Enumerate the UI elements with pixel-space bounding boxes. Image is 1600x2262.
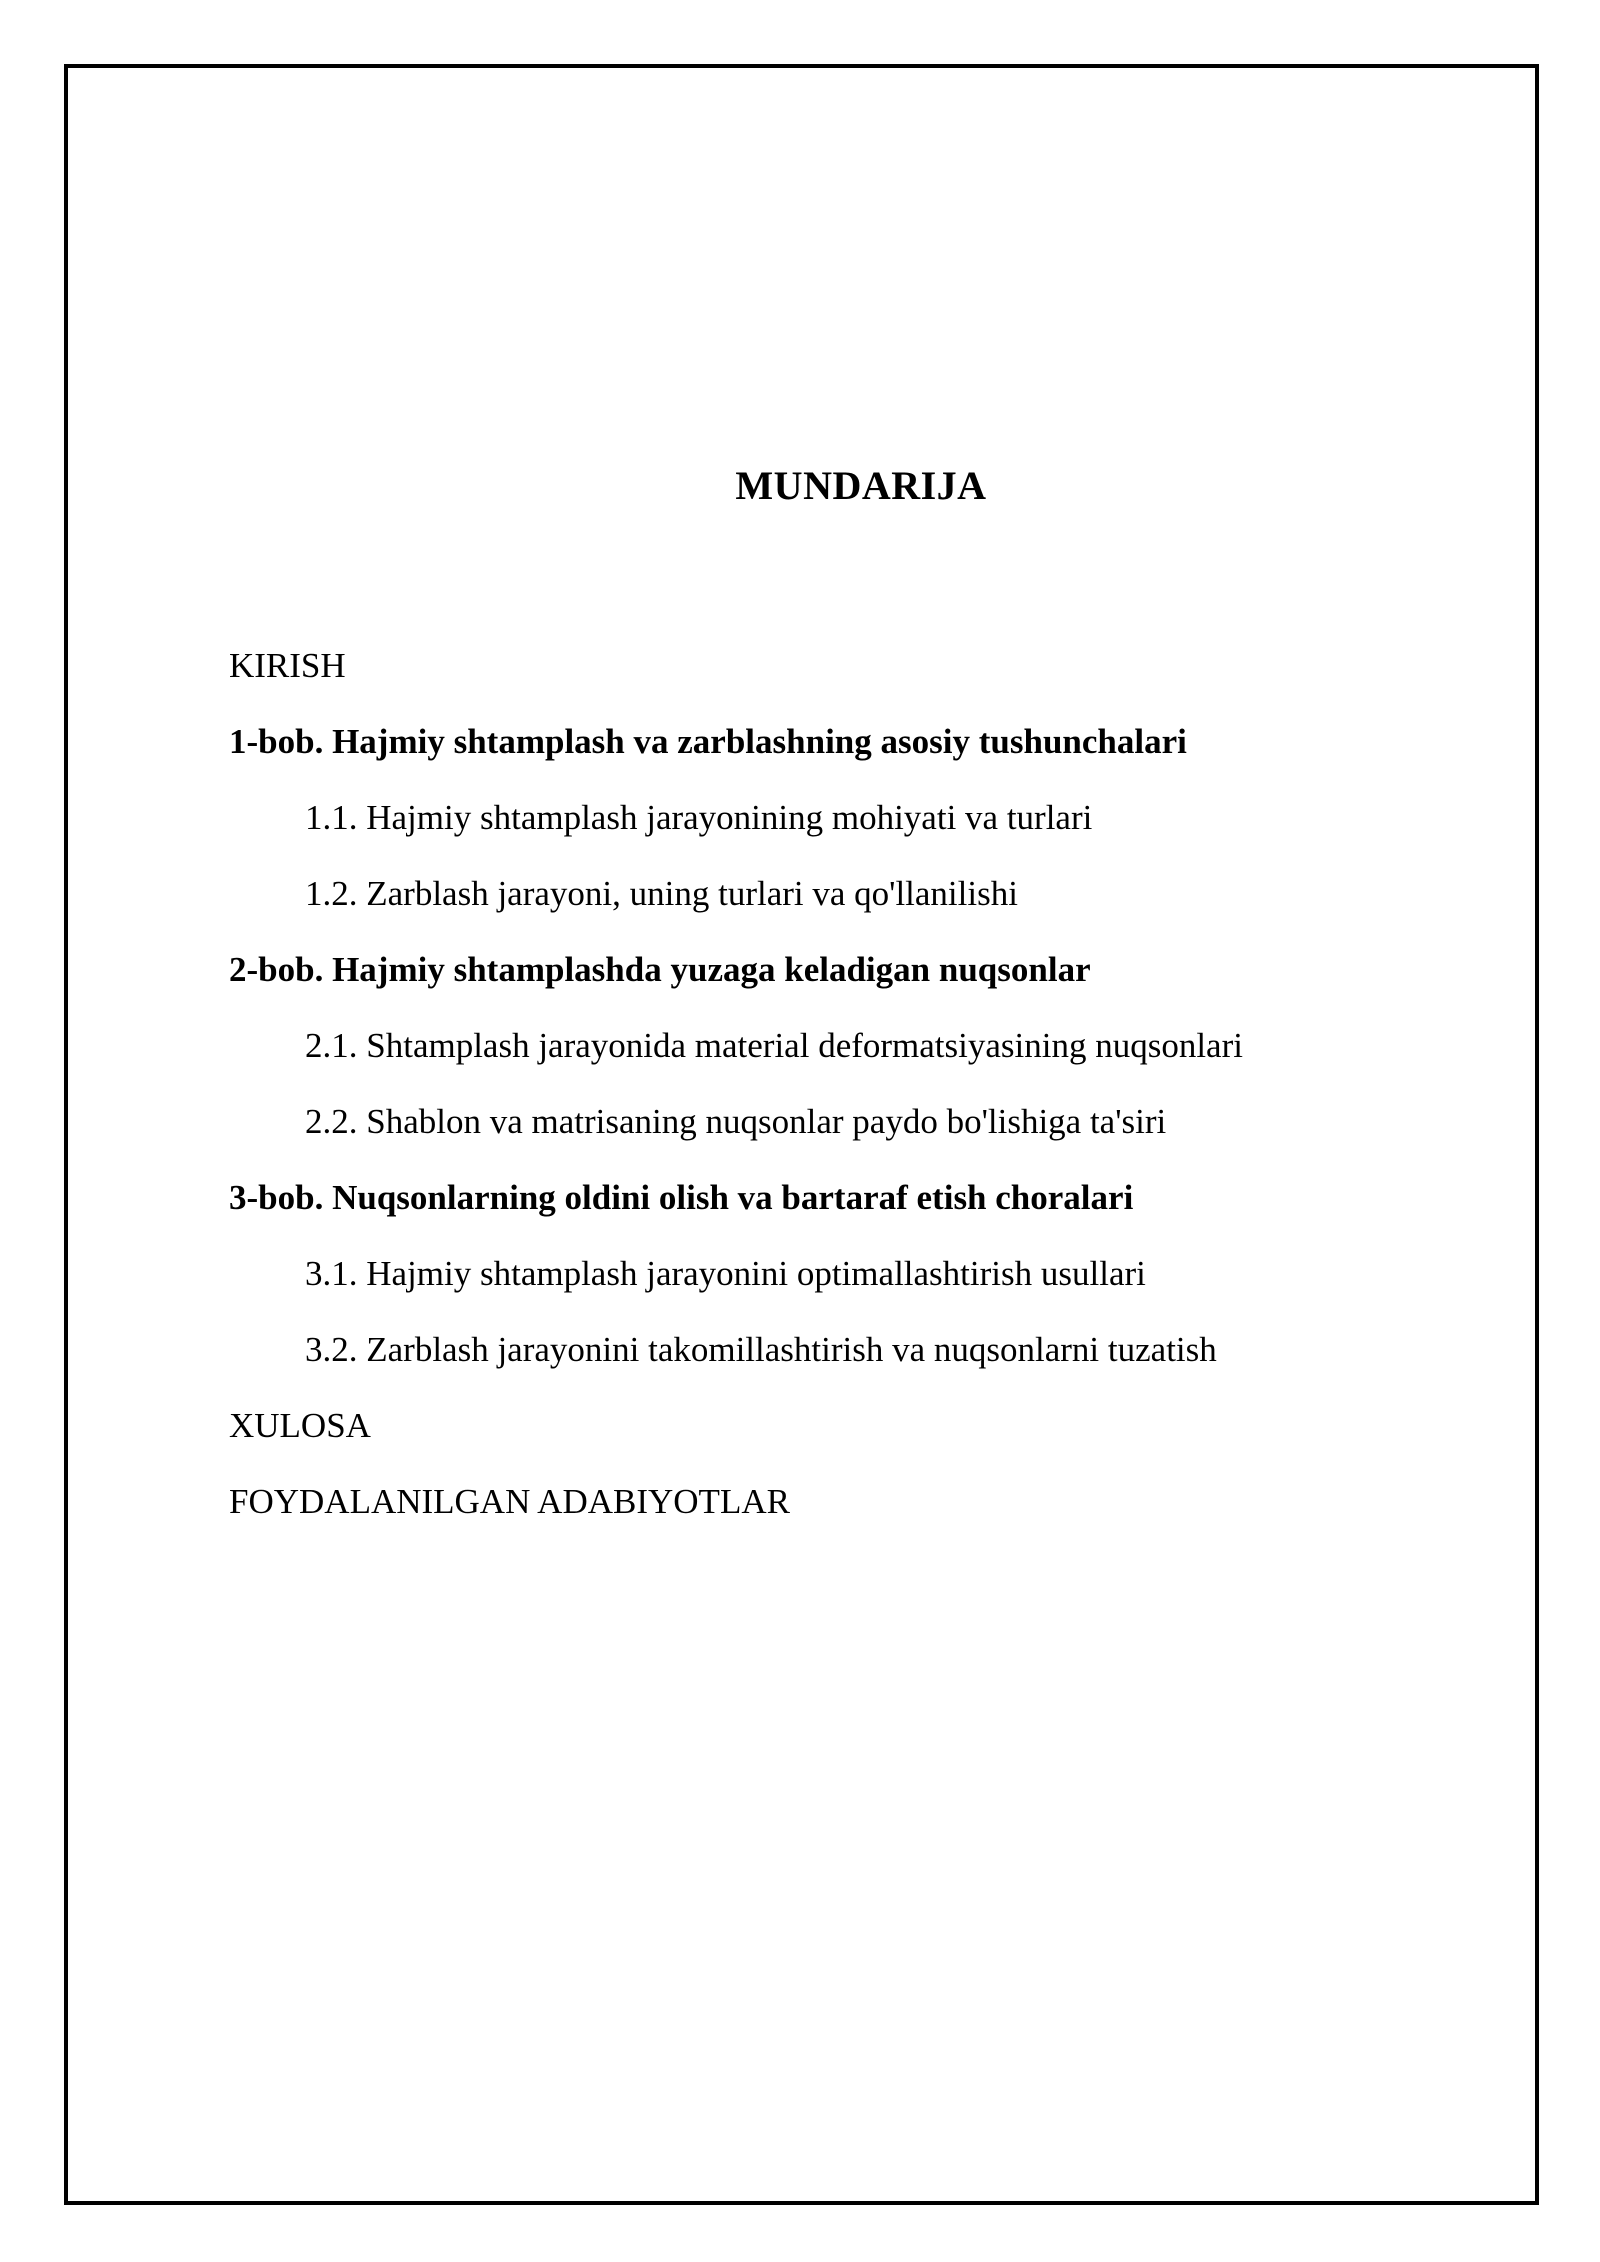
- toc-entry-section-2-1: 2.1. Shtamplash jarayonida material deformatsiyasining nuqsonlari: [305, 1026, 1243, 1065]
- table-of-contents: [229, 640, 1489, 1552]
- toc-entry-references: FOYDALANILGAN ADABIYOTLAR: [229, 1482, 790, 1521]
- toc-entry-section-1-2: 1.2. Zarblash jarayoni, uning turlari va qo'llanilishi: [305, 874, 1018, 913]
- toc-entry-section-3-1: 3.1. Hajmiy shtamplash jarayonini optimallashtirish usullari: [305, 1254, 1146, 1293]
- toc-entry-section-3-2: 3.2. Zarblash jarayonini takomillashtirish va nuqsonlarni tuzatish: [305, 1330, 1217, 1369]
- toc-entry-section-1-1: 1.1. Hajmiy shtamplash jarayonining mohiyati va turlari: [305, 798, 1093, 837]
- toc-entry-chapter-2: 2-bob. Hajmiy shtamplashda yuzaga keladigan nuqsonlar: [229, 950, 1091, 989]
- toc-entry-conclusion: XULOSA: [229, 1406, 371, 1445]
- toc-entry-chapter-1: 1-bob. Hajmiy shtamplash va zarblashning asosiy tushunchalari: [229, 722, 1187, 761]
- toc-entry-chapter-3: 3-bob. Nuqsonlarning oldini olish va bartaraf etish choralari: [229, 1178, 1134, 1217]
- page-title: MUNDARIJA: [735, 463, 987, 508]
- toc-entry-introduction: KIRISH: [229, 646, 346, 685]
- toc-entry-section-2-2: 2.2. Shablon va matrisaning nuqsonlar paydo bo'lishiga ta'siri: [305, 1102, 1167, 1141]
